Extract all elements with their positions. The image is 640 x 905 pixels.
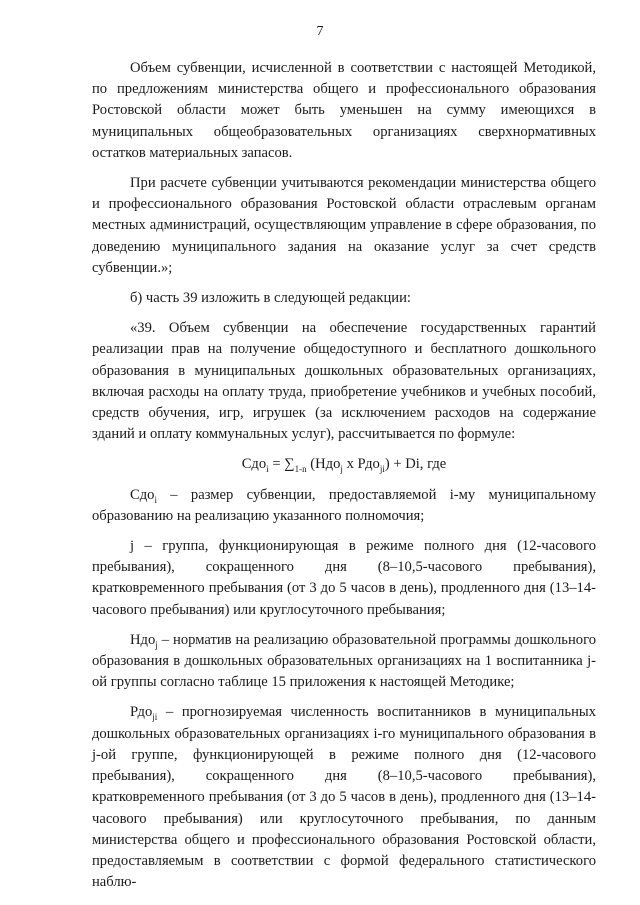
definition-rdo-text: – прогнозируемая численность воспитанников в муниципальных дошкольных образовательных организациях i-го муниципального образования в j-ой группе, функционирующей в режиме полного дня (12-часового пребывания), сокращенного дня (8–10,5-часового пребывания), кратковременного пребывания (от 3 до 5 часов в день), продленного дня (13–14-часового пребывания) или круглосуточного пребывания, по данным министерства общего и профессионального образования Ростовской области, предоставляемым в соответствии с формой федерального статистического наблю- xyxy=(92,704,596,891)
paragraph-part-39-intro: б) часть 39 изложить в следующей редакции: xyxy=(130,290,411,307)
formula-ndo: (Ндо xyxy=(306,456,341,473)
definition-ndo-sub: j xyxy=(155,639,158,650)
formula-tail: ) + Di, где xyxy=(384,456,447,473)
formula-rdo-sub: ji xyxy=(379,464,385,475)
definition-sdo-term: Сдо xyxy=(130,486,155,503)
definition-sdo-sub: i xyxy=(154,494,157,505)
formula-lhs-sub: i xyxy=(266,464,269,475)
definition-rdo-term: Рдо xyxy=(130,704,153,721)
definition-ndo-text: – норматив на реализацию образовательной программы дошкольного образования в дошкольных образовательных организациях на 1 воспитанника j-ой группы согласно таблице 15 приложения к настоящей Методике; xyxy=(92,631,596,691)
definition-ndo-term: Ндо xyxy=(130,631,156,648)
definition-sdo-text: – размер субвенции, предоставляемой i-му муниципальному образованию на реализацию указанного полномочия; xyxy=(92,486,596,524)
formula-sum: = ∑ xyxy=(268,456,295,473)
formula-rdo: x Рдо xyxy=(342,456,380,473)
definition-rdo-sub: ji xyxy=(152,712,158,723)
definition-rdo xyxy=(92,702,596,893)
formula-ndo-sub: j xyxy=(340,464,343,475)
formula xyxy=(92,454,596,475)
paragraph-part-39: «39. Объем субвенции на обеспечение государственных гарантий реализации прав на получение общедоступного и бесплатного дошкольного образования в муниципальных дошкольных образовательных организациях, включая расходы на оплату труда, приобретение учебников и учебных пособий, средств обучения, игр, игрушек (за исключением расходов на содержание зданий и оплату коммунальных услуг), рассчитывается по формуле: xyxy=(92,320,596,443)
paragraph-recommendations: При расчете субвенции учитываются рекомендации министерства общего и профессионального образования Ростовской области отраслевым органам местных администраций, осуществляющим управление в сфере образования, по доведению муниципального задания на оказание услуг за счет средств субвенции.»; xyxy=(92,175,596,276)
document-body xyxy=(92,58,596,902)
definition-ndo xyxy=(92,630,596,694)
paragraph-subvention-reduction: Объем субвенции, исчисленной в соответствии с настоящей Методикой, по предложениям министерства общего и профессионального образования Ростовской области может быть уменьшен на сумму имеющихся в муниципальных общеобразовательных организациях сверхнормативных остатков материальных запасов. xyxy=(92,60,596,161)
definition-sdo xyxy=(92,485,596,527)
formula-sum-sub: 1-n xyxy=(294,464,307,475)
formula-lhs: Сдо xyxy=(241,456,267,473)
definition-j: j – группа, функционирующая в режиме полного дня (12-часового пребывания), сокращенного дня (8–10,5-часового пребывания), кратковременного пребывания (от 3 до 5 часов в день), продленного дня (13–14-часового пребывания) или круглосуточного пребывания; xyxy=(92,538,596,618)
page-number: 7 xyxy=(316,24,324,39)
